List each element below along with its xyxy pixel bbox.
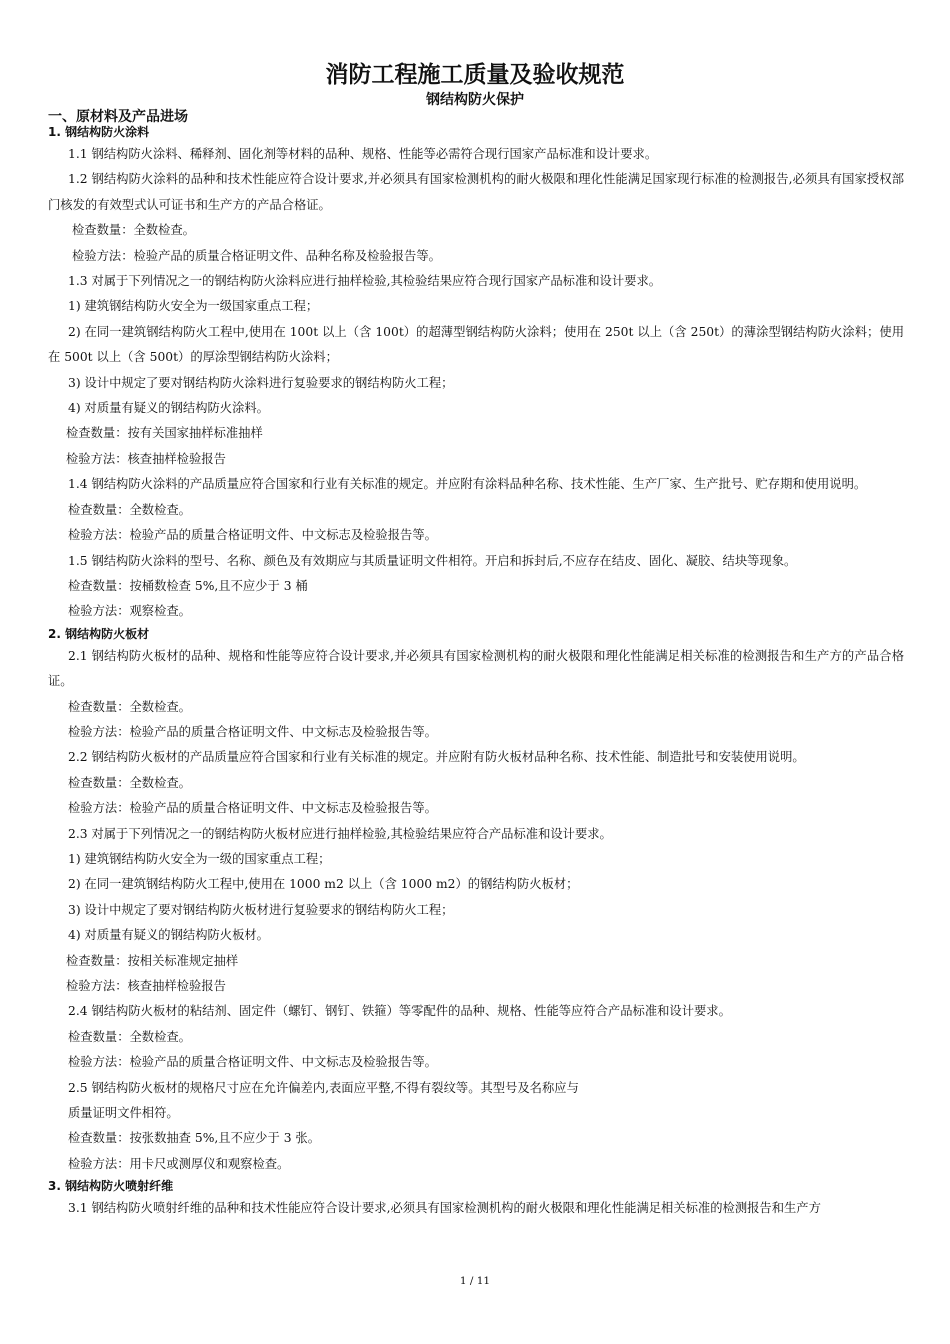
paragraph: 检验方法：观察检查。 xyxy=(68,604,191,619)
paragraph: 1) 建筑钢结构防火安全为一级国家重点工程； xyxy=(68,299,319,314)
paragraph: 检查数量：按有关国家抽样标准抽样 xyxy=(66,426,263,441)
paragraph: 检查数量：全数检查。 xyxy=(68,699,191,714)
paragraph: 检查数量：全数检查。 xyxy=(72,223,195,238)
paragraph: 检查数量：全数检查。 xyxy=(68,1029,191,1044)
paragraph: 检验方法：检验产品的质量合格证明文件、中文标志及检验报告等。 xyxy=(68,801,437,816)
paragraph: 1.5 钢结构防火涂料的型号、名称、颜色及有效期应与其质量证明文件相符。开启和拆封后,不应存在结皮、固化、凝胶、结块等现象。 xyxy=(68,553,797,568)
section-heading: 一、原材料及产品进场 xyxy=(48,109,188,125)
page-number: 1 / 11 xyxy=(459,1275,491,1287)
paragraph: 3) 设计中规定了要对钢结构防火涂料进行复验要求的钢结构防火工程； xyxy=(68,375,454,390)
paragraph: 2.3 对属于下列情况之一的钢结构防火板材应进行抽样检验,其检验结果应符合产品标准和设计要求。 xyxy=(68,826,612,841)
paragraph: 质量证明文件相符。 xyxy=(68,1106,179,1121)
paragraph: 检查数量：按张数抽查 5%,且不应少于 3 张。 xyxy=(68,1131,321,1146)
paragraph: 4) 对质量有疑义的钢结构防火涂料。 xyxy=(68,401,269,416)
subsection-heading-board: 2. 钢结构防火板材 xyxy=(48,626,150,641)
paragraph: 检验方法：检验产品的质量合格证明文件、中文标志及检验报告等。 xyxy=(68,724,437,739)
subsection-heading-fiber: 3. 钢结构防火喷射纤维 xyxy=(48,1179,174,1194)
paragraph: 2) 在同一建筑钢结构防火工程中,使用在 100t 以上（含 100t）的超薄型钢结构防火涂料；使用在 250t 以上（含 250t）的薄涂型钢结构防火涂料；使用在 500t 以上（含 500t）的厚涂型钢结构防火涂料； xyxy=(48,324,904,365)
paragraph: 检查数量：按相关标准规定抽样 xyxy=(66,953,239,968)
paragraph: 2) 在同一建筑钢结构防火工程中,使用在 1000 m2 以上（含 1000 m2）的钢结构防火板材； xyxy=(68,877,579,892)
document-subtitle: 钢结构防火保护 xyxy=(426,92,524,108)
paragraph: 检查数量：全数检查。 xyxy=(68,775,191,790)
paragraph: 1.3 对属于下列情况之一的钢结构防火涂料应进行抽样检验,其检验结果应符合现行国家产品标准和设计要求。 xyxy=(68,274,662,289)
paragraph: 检验方法：核查抽样检验报告 xyxy=(66,979,226,993)
document-title: 消防工程施工质量及验收规范 xyxy=(325,62,625,88)
paragraph: 1) 建筑钢结构防火安全为一级的国家重点工程； xyxy=(68,851,331,866)
paragraph: 检查数量：全数检查。 xyxy=(68,502,191,517)
document-body xyxy=(48,123,904,1222)
paragraph: 3.1 钢结构防火喷射纤维的品种和技术性能应符合设计要求,必须具有国家检测机构的耐火极限和理化性能满足相关标准的检测报告和生产方 xyxy=(68,1201,821,1216)
paragraph: 1.2 钢结构防火涂料的品种和技术性能应符合设计要求,并必须具有国家检测机构的耐火极限和理化性能满足国家现行标准的检测报告,必须具有国家授权部门核发的有效型式认可证书和生产方的产品合格证。 xyxy=(48,172,904,212)
paragraph: 1.1 钢结构防火涂料、稀释剂、固化剂等材料的品种、规格、性能等必需符合现行国家产品标准和设计要求。 xyxy=(68,147,658,161)
paragraph: 3) 设计中规定了要对钢结构防火板材进行复验要求的钢结构防火工程； xyxy=(68,902,454,917)
paragraph: 2.5 钢结构防火板材的规格尺寸应在允许偏差内,表面应平整,不得有裂纹等。其型号及名称应与 xyxy=(68,1080,579,1095)
paragraph: 4) 对质量有疑义的钢结构防火板材。 xyxy=(68,928,269,943)
paragraph: 检验方法：检验产品的质量合格证明文件、中文标志及检验报告等。 xyxy=(68,528,437,543)
paragraph: 检查数量：按桶数检查 5%,且不应少于 3 桶 xyxy=(68,578,308,593)
paragraph: 1.4 钢结构防火涂料的产品质量应符合国家和行业有关标准的规定。并应附有涂料品种名称、技术性能、生产厂家、生产批号、贮存期和使用说明。 xyxy=(68,477,867,492)
paragraph: 检验方法：检验产品的质量合格证明文件、品种名称及检验报告等。 xyxy=(72,248,441,263)
subsection-heading-coating: 1. 钢结构防火涂料 xyxy=(48,125,150,139)
paragraph: 2.1 钢结构防火板材的品种、规格和性能等应符合设计要求,并必须具有国家检测机构的耐火极限和理化性能满足相关标准的检测报告和生产方的产品合格证。 xyxy=(48,648,904,689)
paragraph: 2.2 钢结构防火板材的产品质量应符合国家和行业有关标准的规定。并应附有防火板材品种名称、技术性能、制造批号和安装使用说明。 xyxy=(68,750,805,765)
paragraph: 检验方法：用卡尺或测厚仪和观察检查。 xyxy=(68,1156,290,1171)
paragraph: 检验方法：核查抽样检验报告 xyxy=(66,451,226,466)
paragraph: 2.4 钢结构防火板材的粘结剂、固定件（螺钉、钢钉、铁箍）等零配件的品种、规格、性能等应符合产品标准和设计要求。 xyxy=(68,1004,731,1019)
paragraph: 检验方法：检验产品的质量合格证明文件、中文标志及检验报告等。 xyxy=(68,1055,437,1070)
